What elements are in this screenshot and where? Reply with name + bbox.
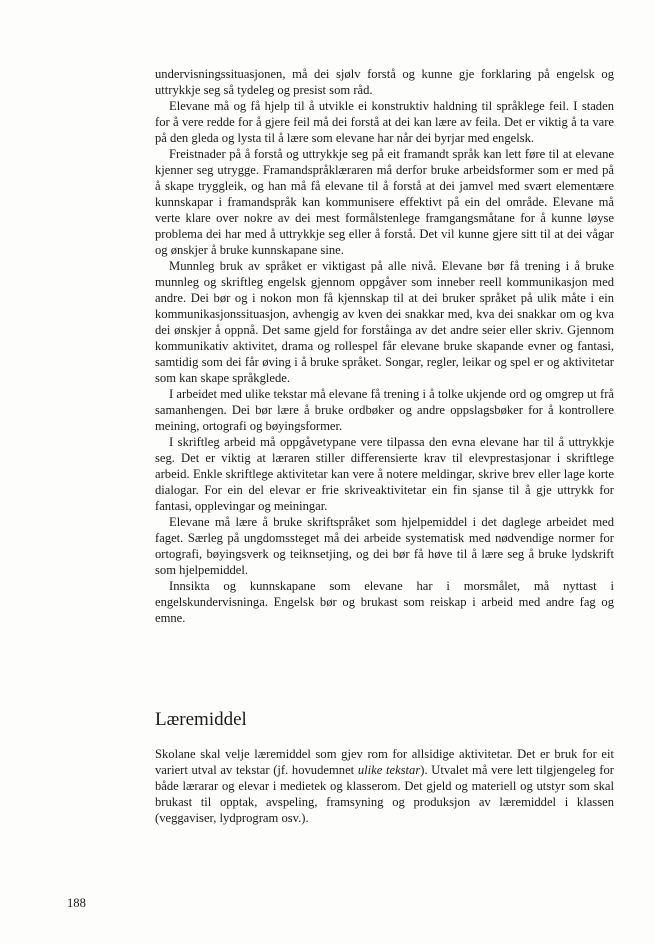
paragraph: I skriftleg arbeid må oppgåvetypane vere tilpassa den evna elevane har til å uttrykkje seg. Det er viktig at læraren stiller differensierte krav til elevprestasjonar i skriftlege arbeid. Enkle skriftlege aktivitetar kan vere å notere meldingar, skrive brev eller lage korte dialogar. For ein del elevar er frie skriveaktivitetar ein fin sjanse til å gje uttrykk for fantasi, opplevingar og meiningar. (155, 435, 614, 513)
paragraph (155, 746, 614, 826)
italic-term: ulike tekstar (357, 763, 421, 777)
paragraph: undervisningssituasjonen, må dei sjølv forstå og kunne gje forklaring på engelsk og uttrykkje seg så tydeleg og presist som råd. (155, 67, 614, 97)
paragraph-text: Skolane skal velje læremiddel som gjev rom for allsidige aktivitetar. Det er bruk for eit variert utval av tekstar (jf. hovudemnet (155, 747, 614, 777)
body-text (155, 66, 614, 626)
paragraph-text: ). Utvalet må vere lett tilgjengeleg for både lærarar og elevar i medietek og klasserom. Det gjeld og materiell og utstyr som skal brukast til opptak, avspeling, framsyning og produksjon av læremiddel i klassen (veggaviser, lydprogram osv.). (155, 763, 614, 825)
section-body (155, 746, 614, 826)
paragraph: I arbeidet med ulike tekstar må elevane få trening i å tolke ukjende ord og omgrep ut frå samanhengen. Dei bør lære å bruke ordbøker og andre oppslagsbøker for å kontrollere meining, ortografi og bøyingsformer. (155, 387, 614, 433)
paragraph: Freistnader på å forstå og uttrykkje seg på eit framandt språk kan lett føre til at elevane kjenner seg utrygge. Framandspråklæraren må derfor bruke arbeidsformer som er med på å skape tryggleik, og han må få elevane til å forstå at dei jamvel med svært elementære kunnskapar i framandspråk kan kommunisere effektivt på ein del område. Elevane må verte klare over nokre av dei mest formålstenlege framgangsmåtane for å kunne løyse problema dei har med å uttrykkje seg eller å forstå. Det vil kunne gjere sitt til at dei vågar og ønskjer å bruke kunnskapane sine. (155, 147, 614, 257)
paragraph: Elevane må lære å bruke skriftspråket som hjelpemiddel i det daglege arbeidet med faget. Særleg på ungdomssteget må dei arbeide systematisk med nødvendige normer for ortografi, bøyingsverk og teiknsetjing, og dei bør få høve til å lære seg å bruke lydskrift som hjelpemiddel. (155, 515, 614, 577)
paragraph: Innsikta og kunnskapane som elevane har i morsmålet, må nyttast i engelskundervisninga. Engelsk bør og brukast som reiskap i arbeid med andre fag og emne. (155, 579, 614, 625)
page-number: 188 (67, 896, 86, 910)
paragraph: Munnleg bruk av språket er viktigast på alle nivå. Elevane bør få trening i å bruke munnleg og skriftleg engelsk gjennom oppgåver som inneber reell kommunikasjon med andre. Dei bør og i nokon mon få kjennskap til at dei bruker språket på ulik måte i ein kommunikasjonssituasjon, avhengig av kven dei snakkar med, kva dei snakkar om og kva dei ønskjer å oppnå. Det same gjeld for forståinga av det andre seier eller skriv. Gjennom kommunikativ aktivitet, drama og rollespel får elevane bruke skapande evner og fantasi, samtidig som dei får øving i å bruke språket. Songar, regler, leikar og spel er og aktivitetar som kan skape språkglede. (155, 259, 614, 385)
section-heading: Læremiddel (155, 709, 247, 730)
paragraph: Elevane må og få hjelp til å utvikle ei konstruktiv haldning til språklege feil. I staden for å vere redde for å gjere feil må dei forstå at dei kan lære av feila. Det er viktig å ta vare på den gleda og lysta til å lære som elevane har når dei byrjar med engelsk. (155, 99, 614, 145)
